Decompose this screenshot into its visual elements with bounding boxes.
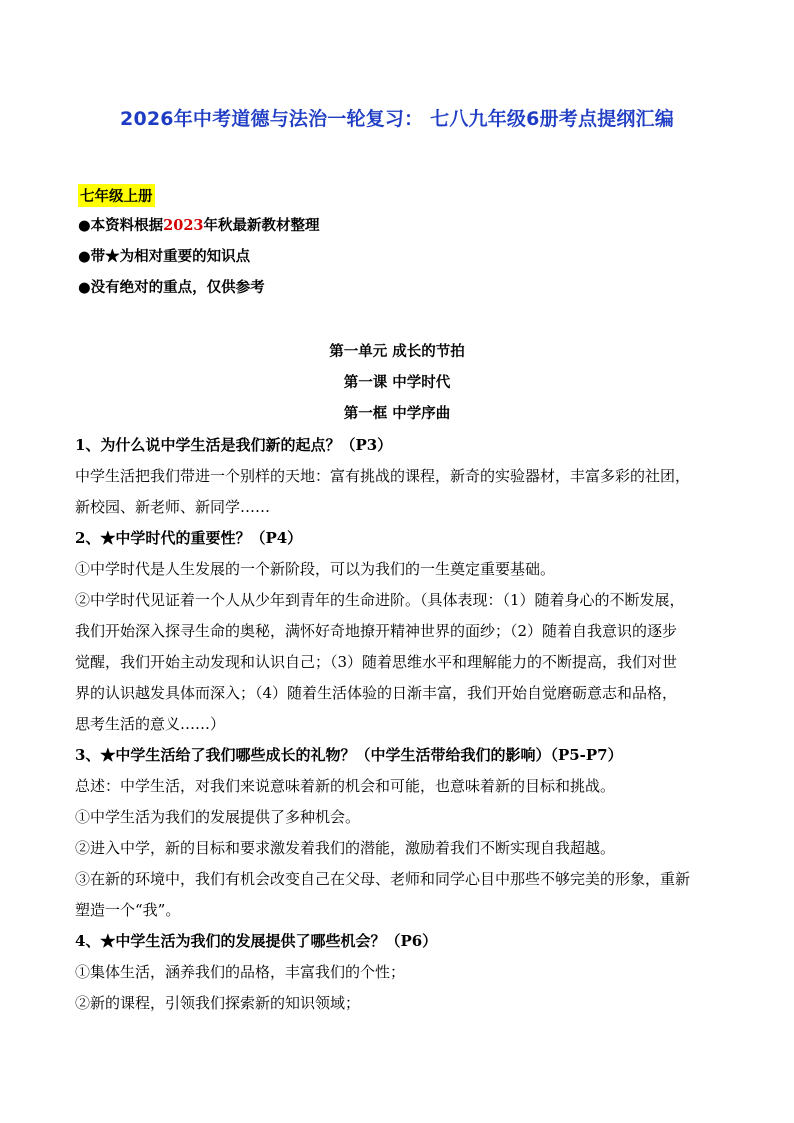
note-item: ●带★为相对重要的知识点	[78, 248, 251, 265]
body-line: ①中学时代是人生发展的一个新阶段，可以为我们的一生奠定重要基础。	[75, 560, 556, 578]
body-line: 界的认识越发具体而深入；（4）随着生活体验的日渐丰富，我们开始自觉磨砺意志和品格，	[75, 684, 678, 702]
body-line: ①中学生活为我们的发展提供了多种机会。	[75, 808, 361, 826]
body-line: 新校园、新老师、新同学……	[75, 498, 271, 516]
question-heading: 4、★中学生活为我们的发展提供了哪些机会？（P6）	[75, 932, 438, 950]
body-line: 觉醒，我们开始主动发现和认识自己；（3）随着思维水平和理解能力的不断提高，我们对世	[75, 653, 678, 671]
note-text: 年秋最新教材整理	[203, 217, 320, 234]
body-line: 思考生活的意义……）	[75, 715, 226, 733]
grade-label: 七年级上册	[78, 184, 155, 207]
body-line: 总述：中学生活，对我们来说意味着新的机会和可能，也意味着新的目标和挑战。	[75, 777, 616, 795]
note-item	[78, 214, 320, 245]
document-body	[75, 432, 731, 1021]
note-item: ●没有绝对的重点，仅供参考	[78, 279, 265, 296]
body-line: ②新的课程，引领我们探索新的知识领域；	[75, 994, 361, 1012]
body-line: ③在新的环境中，我们有机会改变自己在父母、老师和同学心目中那些不够完美的形象，重新	[75, 870, 691, 888]
body-line: 我们开始深入探寻生命的奥秘，满怀好奇地撩开精神世界的面纱；（2）随着自我意识的逐步	[75, 622, 678, 640]
body-line: ②进入中学，新的目标和要求激发着我们的潜能，激励着我们不断实现自我超越。	[75, 839, 616, 857]
question-heading: 2、★中学时代的重要性？（P4）	[75, 529, 303, 547]
question-heading: 3、★中学生活给了我们哪些成长的礼物？（中学生活带给我们的影响）（P5-P7）	[75, 746, 623, 764]
body-line: 中学生活把我们带进一个别样的天地：富有挑战的课程，新奇的实验器材，丰富多彩的社团，	[75, 467, 691, 485]
body-line: 塑造一个“我”。	[75, 901, 181, 919]
frame-heading: 第一框 中学序曲	[343, 405, 451, 422]
body-line: ①集体生活，涵养我们的品格，丰富我们的个性；	[75, 963, 406, 981]
note-year: 2023	[163, 217, 204, 234]
lesson-heading: 第一课 中学时代	[343, 374, 451, 391]
section-headings	[0, 340, 794, 433]
note-text: ●本资料根据	[78, 217, 164, 234]
question-heading: 1、为什么说中学生活是我们新的起点？（P3）	[75, 436, 393, 454]
notes-list	[78, 214, 320, 307]
body-line: ②中学时代见证着一个人从少年到青年的生命进阶。（具体表现：（1）随着身心的不断发展，	[75, 591, 685, 609]
unit-heading: 第一单元 成长的节拍	[329, 343, 465, 360]
document-title: 2026年中考道德与法治一轮复习： 七八九年级6册考点提纲汇编	[120, 108, 674, 130]
